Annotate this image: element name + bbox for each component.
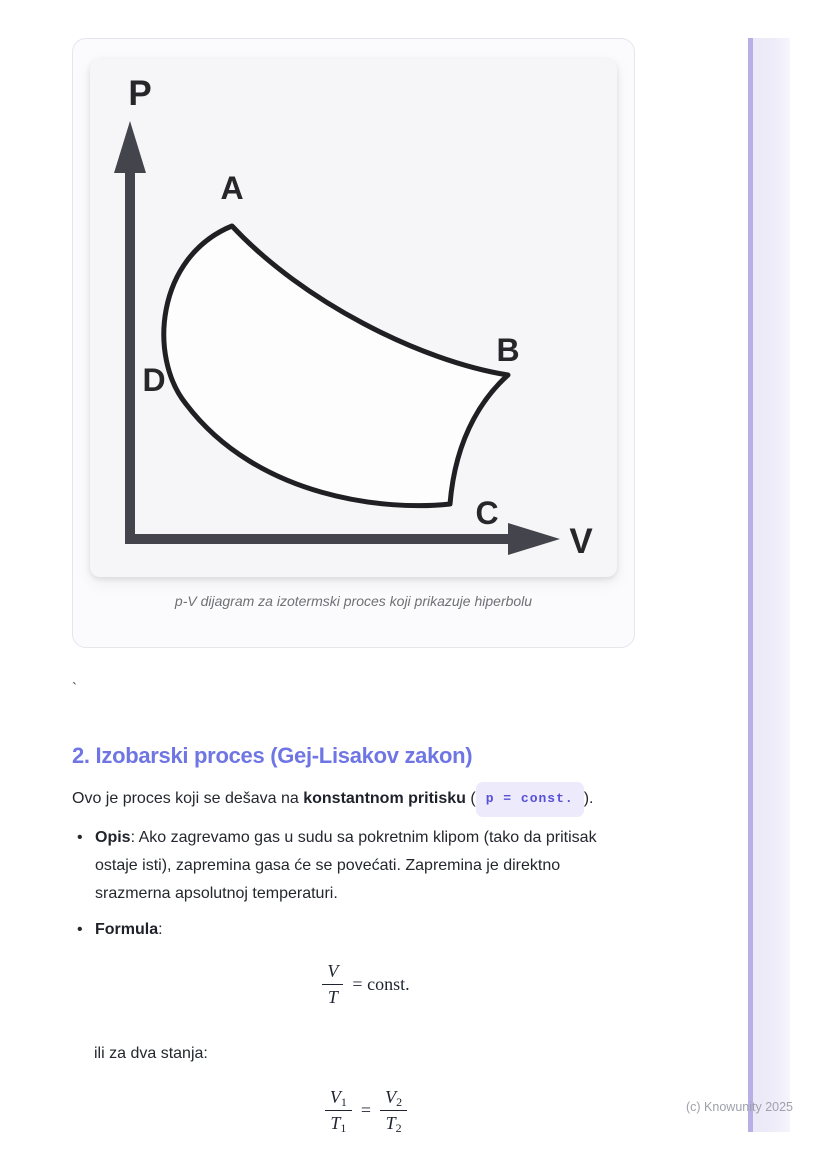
figure-caption: p-V dijagram za izotermski proces koji prikazuje hiperbolu — [174, 593, 533, 609]
point-c-label: C — [475, 495, 499, 531]
figure-card — [72, 38, 635, 648]
formula-colon: : — [158, 921, 163, 938]
formula-label: Formula — [95, 921, 159, 938]
formula-rhs: = const. — [352, 973, 410, 994]
point-b-label: B — [496, 332, 520, 368]
fraction-denominator — [386, 1111, 402, 1134]
bullet-list — [72, 824, 647, 952]
pv-diagram-image — [90, 59, 617, 577]
formula-two-states — [72, 1078, 660, 1142]
intro-paren-open: ( — [465, 790, 476, 807]
intro-text-pre: Ovo je proces koji se dešava na — [72, 790, 304, 807]
v-axis-label: V — [569, 522, 593, 561]
equals-sign: = — [360, 1099, 372, 1120]
list-item-opis — [72, 824, 640, 908]
inline-code-chip: p = const. — [476, 782, 584, 817]
formula-vt-const — [72, 952, 660, 1016]
between-formulas-text: ili za dva stanja: — [94, 1045, 208, 1062]
var-v1: V — [329, 1086, 341, 1107]
point-d-label: D — [142, 362, 166, 398]
fraction-v2-over-t2 — [380, 1087, 407, 1134]
intro-paragraph — [72, 782, 672, 817]
fraction-v-over-t — [322, 961, 343, 1007]
p-axis-arrowhead — [114, 121, 146, 173]
list-item-text — [95, 916, 163, 944]
sub-1: 1 — [340, 1120, 347, 1135]
opis-label: Opis — [95, 829, 131, 846]
sub-1: 1 — [340, 1094, 347, 1109]
fraction-numerator — [380, 1087, 407, 1111]
var-v2: V — [385, 1086, 397, 1107]
fraction-v1-over-t1 — [325, 1087, 352, 1134]
section-heading: 2. Izobarski proces (Gej-Lisakov zakon) — [72, 743, 473, 768]
opis-text: : Ako zagrevamo gas u sudu sa pokretnim klipom (tako da pritisak ostaje isti), zapremina gasa će se povećati. Zapremina je direktno srazmerna apsolutnoj temperaturi. — [95, 829, 597, 902]
list-item-formula — [72, 916, 640, 944]
fraction-numerator: V — [322, 961, 343, 985]
intro-paren-close: ). — [583, 790, 594, 807]
fraction-denominator — [330, 1111, 346, 1134]
intro-bold-text: konstantnom pritisku — [303, 790, 466, 807]
pv-diagram-svg — [90, 59, 617, 577]
var-t2: T — [385, 1112, 396, 1133]
point-a-label: A — [220, 170, 244, 206]
stray-backtick-text: ` — [72, 680, 77, 697]
fraction-denominator: T — [327, 986, 338, 1007]
cycle-curve — [164, 226, 508, 506]
scrollbar-track[interactable] — [748, 38, 790, 1132]
sub-2: 2 — [396, 1094, 403, 1109]
sub-2: 2 — [395, 1120, 402, 1135]
var-t1: T — [330, 1112, 341, 1133]
fraction-numerator — [325, 1087, 352, 1111]
p-axis-label: P — [128, 74, 152, 113]
copyright-watermark: (c) Knowunity 2025 — [686, 1100, 794, 1114]
list-item-text — [95, 824, 640, 908]
v-axis-arrowhead — [508, 523, 560, 555]
